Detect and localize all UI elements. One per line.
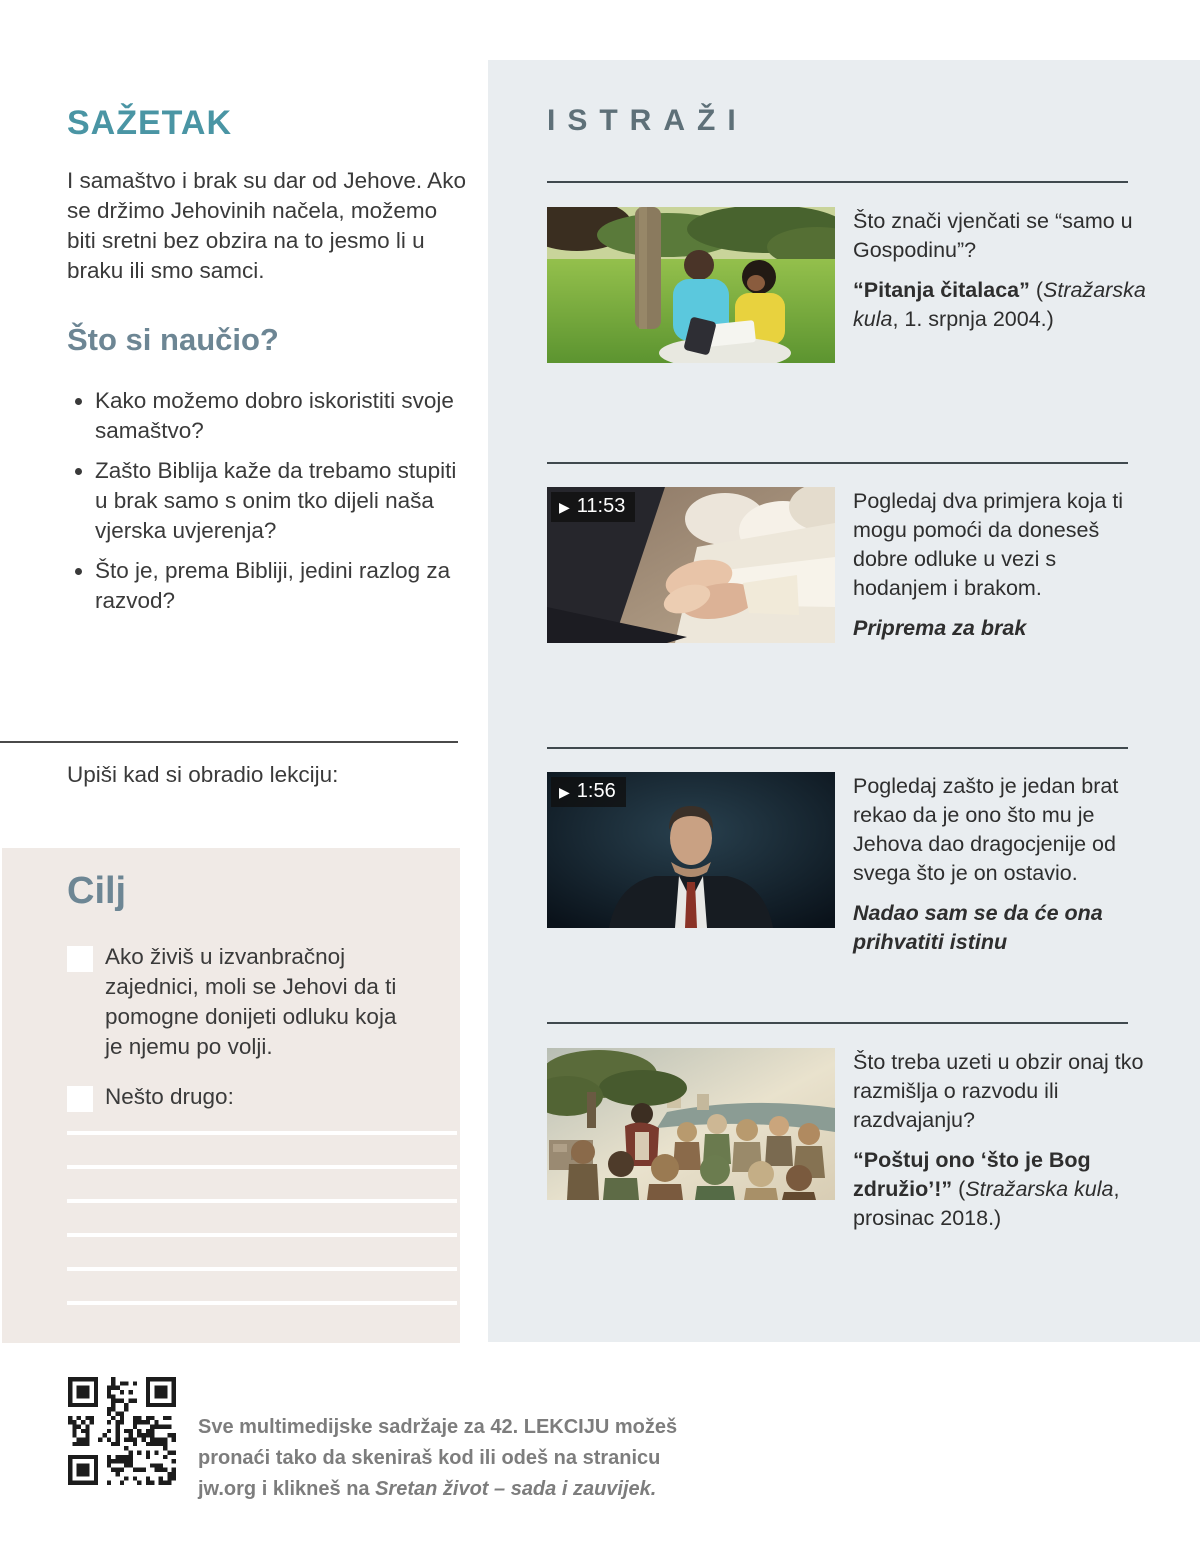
video-duration-badge: [551, 492, 635, 522]
goal-heading: Cilj: [67, 870, 127, 912]
video-title: Priprema za brak: [853, 616, 1027, 640]
divider-rule: [547, 747, 1128, 749]
goal-option-label: Ako živiš u izvanbračnoj zajednici, moli se Jehovi da ti pomogne donijeti odluku koja je njemu po volji.: [105, 944, 397, 1059]
footer-book-title: Sretan život – sada i zauvijek.: [375, 1478, 657, 1500]
explore-item-description: Pogledaj dva primjera koja ti mogu pomoći da doneseš dobre odluke u vezi s hodanjem i brakom.: [853, 489, 1124, 600]
reference-title: “Pitanja čitalaca”: [853, 278, 1030, 302]
review-question: • Zašto Biblija kaže da trebamo stupiti u brak samo s onim tko dijeli naša vjerska uvjerenja?: [95, 456, 467, 546]
explore-item-text: [853, 1048, 1147, 1244]
writing-line: [67, 1131, 457, 1135]
summary-heading: SAŽETAK: [67, 104, 233, 142]
video-title: Nadao sam se da će ona prihvatiti istinu: [853, 901, 1103, 954]
explore-item-text: [853, 772, 1147, 968]
explore-item-text: [853, 487, 1147, 654]
divider-rule: [0, 741, 458, 743]
explore-item: [547, 772, 1147, 968]
checkbox[interactable]: [67, 946, 93, 972]
lesson-completed-prompt: Upiši kad si obradio lekciju:: [67, 762, 339, 787]
reference-text: (: [1029, 278, 1044, 302]
what-you-learned-heading: Što si naučio?: [67, 322, 279, 357]
qr-code-graphic: [68, 1377, 176, 1485]
explore-item-reference: [853, 1146, 1147, 1233]
explore-heading: ISTRAŽI: [547, 104, 748, 137]
couple-illustration: [547, 207, 835, 363]
explore-item: [547, 1048, 1147, 1244]
explore-item-text: [853, 207, 1147, 363]
brother-portrait-video-thumbnail[interactable]: [547, 772, 835, 928]
review-question: • Što je, prema Bibliji, jedini razlog za razvod?: [95, 556, 467, 616]
explore-item-description: Što znači vjenčati se “samo u Gospodinu”?: [853, 209, 1133, 262]
review-question: • Kako možemo dobro iskoristiti svoje samaštvo?: [95, 386, 467, 446]
summary-paragraph: I samaštvo i brak su dar od Jehove. Ako se držimo Jehovinih načela, možemo biti sretni bez obzira na to jesmo li u braku ili smo samci.: [67, 168, 466, 283]
video-duration: 11:53: [576, 495, 626, 517]
video-duration: 1:56: [576, 780, 616, 802]
couple-reading-under-tree-image[interactable]: [547, 207, 835, 363]
footer-note: [198, 1412, 718, 1505]
explore-item-reference: [853, 276, 1147, 334]
checkbox[interactable]: [67, 1086, 93, 1112]
footer-note-text: Sve multimedijske sadržaje za 42. LEKCIJU možeš pronaći tako da skeniraš kod ili odeš na stranicu jw.org i klikneš na: [198, 1416, 678, 1500]
divider-rule: [547, 181, 1128, 183]
jesus-teaching-illustration: [547, 1048, 835, 1200]
explore-item-description: Što treba uzeti u obzir onaj tko razmišlja o razvodu ili razdvajanju?: [853, 1050, 1144, 1132]
reference-title: “Poštuj ono ‘što je Bog združio’!”: [853, 1148, 1091, 1201]
qr-code: [68, 1377, 176, 1485]
goal-option-label: Nešto drugo:: [105, 1084, 234, 1109]
goal-option-row: [67, 942, 397, 1062]
play-icon: ▶: [559, 783, 570, 800]
review-question-list: [67, 386, 467, 626]
wedding-hands-video-thumbnail[interactable]: [547, 487, 835, 643]
writing-line: [67, 1199, 457, 1203]
video-duration-badge: [551, 777, 626, 807]
divider-rule: [547, 462, 1128, 464]
explore-item: [547, 207, 1147, 363]
goal-box: [2, 848, 460, 1343]
writing-line: [67, 1165, 457, 1169]
jesus-teaching-crowd-image[interactable]: [547, 1048, 835, 1200]
writing-line: [67, 1233, 457, 1237]
explore-panel: [488, 60, 1200, 1342]
publication-name: Stražarska kula: [853, 278, 1146, 331]
explore-item: [547, 487, 1147, 654]
divider-rule: [547, 1022, 1128, 1024]
writing-line: [67, 1267, 457, 1271]
reference-text: , prosinac 2018.): [853, 1177, 1120, 1230]
play-icon: ▶: [559, 498, 570, 515]
reference-text: , 1. srpnja 2004.): [892, 307, 1054, 331]
writing-line: [67, 1301, 457, 1305]
goal-option-row: [67, 1082, 397, 1112]
explore-item-description: Pogledaj zašto je jedan brat rekao da je ono što mu je Jehova dao dragocjenije od svega što je on ostavio.: [853, 774, 1119, 885]
reference-text: (: [952, 1177, 966, 1201]
publication-name: Stražarska kula: [965, 1177, 1114, 1201]
